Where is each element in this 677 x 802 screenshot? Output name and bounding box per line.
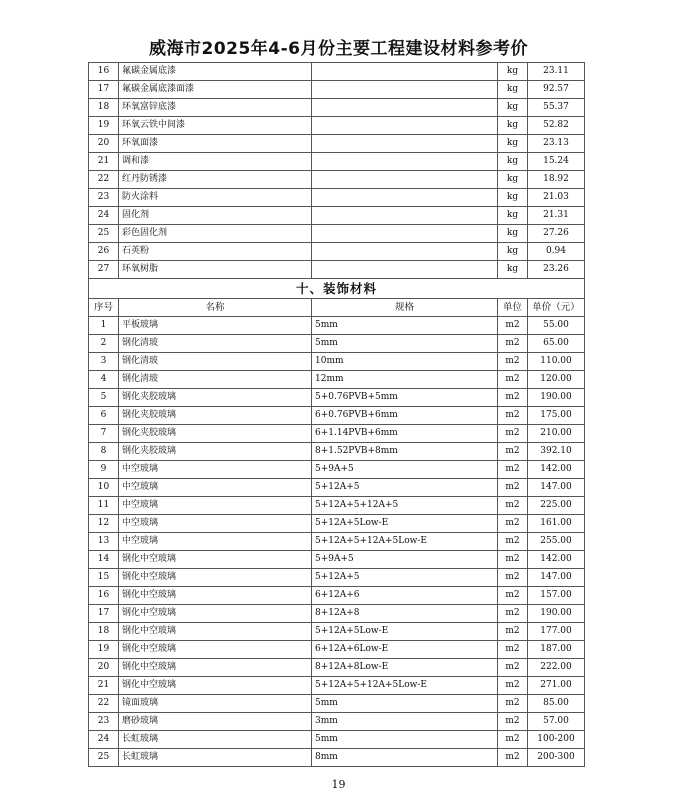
cell-spec xyxy=(312,261,498,279)
cell-spec xyxy=(312,81,498,99)
cell-spec: 8mm xyxy=(312,749,498,767)
cell-name: 磨砂玻璃 xyxy=(119,713,312,731)
cell-price: 55.37 xyxy=(528,99,585,117)
cell-name: 中空玻璃 xyxy=(119,479,312,497)
cell-spec xyxy=(312,189,498,207)
cell-name: 环氧云铁中间漆 xyxy=(119,117,312,135)
cell-no: 21 xyxy=(89,677,119,695)
cell-price: 147.00 xyxy=(528,479,585,497)
cell-unit: m2 xyxy=(498,461,528,479)
cell-spec: 3mm xyxy=(312,713,498,731)
cell-unit: m2 xyxy=(498,677,528,695)
cell-price: 23.26 xyxy=(528,261,585,279)
cell-no: 24 xyxy=(89,207,119,225)
cell-no: 20 xyxy=(89,135,119,153)
cell-name: 钢化中空玻璃 xyxy=(119,551,312,569)
cell-price: 55.00 xyxy=(528,317,585,335)
cell-name: 环氧富锌底漆 xyxy=(119,99,312,117)
table-row xyxy=(89,533,585,551)
cell-no: 22 xyxy=(89,171,119,189)
cell-unit: kg xyxy=(498,261,528,279)
table-row xyxy=(89,63,585,81)
table-row xyxy=(89,243,585,261)
table-row xyxy=(89,443,585,461)
cell-no: 13 xyxy=(89,533,119,551)
cell-name: 石英粉 xyxy=(119,243,312,261)
cell-name: 长虹玻璃 xyxy=(119,731,312,749)
cell-unit: m2 xyxy=(498,371,528,389)
cell-unit: m2 xyxy=(498,749,528,767)
cell-no: 3 xyxy=(89,353,119,371)
cell-name: 彩色固化剂 xyxy=(119,225,312,243)
table-row xyxy=(89,641,585,659)
cell-spec: 6+0.76PVB+6mm xyxy=(312,407,498,425)
table-row xyxy=(89,515,585,533)
cell-unit: kg xyxy=(498,81,528,99)
cell-no: 18 xyxy=(89,99,119,117)
table-row xyxy=(89,335,585,353)
cell-unit: m2 xyxy=(498,353,528,371)
cell-no: 23 xyxy=(89,189,119,207)
table-row xyxy=(89,605,585,623)
cell-unit: kg xyxy=(498,243,528,261)
cell-name: 钢化夹胶玻璃 xyxy=(119,443,312,461)
cell-no: 15 xyxy=(89,569,119,587)
cell-no: 24 xyxy=(89,731,119,749)
cell-price: 15.24 xyxy=(528,153,585,171)
table-row xyxy=(89,731,585,749)
cell-spec: 5+9A+5 xyxy=(312,551,498,569)
cell-name: 防火涂料 xyxy=(119,189,312,207)
cell-price: 52.82 xyxy=(528,117,585,135)
table-row xyxy=(89,569,585,587)
cell-unit: kg xyxy=(498,189,528,207)
cell-price: 392.10 xyxy=(528,443,585,461)
cell-unit: kg xyxy=(498,63,528,81)
cell-spec: 5+12A+5Low-E xyxy=(312,515,498,533)
cell-name: 钢化中空玻璃 xyxy=(119,587,312,605)
cell-price: 120.00 xyxy=(528,371,585,389)
cell-unit: m2 xyxy=(498,389,528,407)
cell-spec xyxy=(312,225,498,243)
cell-unit: m2 xyxy=(498,479,528,497)
cell-price: 27.26 xyxy=(528,225,585,243)
cell-spec xyxy=(312,171,498,189)
cell-unit: m2 xyxy=(498,695,528,713)
cell-name: 中空玻璃 xyxy=(119,533,312,551)
cell-price: 57.00 xyxy=(528,713,585,731)
cell-price: 110.00 xyxy=(528,353,585,371)
cell-spec xyxy=(312,153,498,171)
cell-unit: m2 xyxy=(498,623,528,641)
cell-no: 12 xyxy=(89,515,119,533)
cell-price: 142.00 xyxy=(528,551,585,569)
cell-spec: 6+12A+6 xyxy=(312,587,498,605)
table-row xyxy=(89,695,585,713)
cell-name: 钢化清玻 xyxy=(119,335,312,353)
cell-spec: 5mm xyxy=(312,695,498,713)
table-row xyxy=(89,659,585,677)
cell-name: 钢化中空玻璃 xyxy=(119,569,312,587)
table-row xyxy=(89,497,585,515)
cell-unit: m2 xyxy=(498,533,528,551)
cell-no: 14 xyxy=(89,551,119,569)
cell-spec: 5+12A+5+12A+5 xyxy=(312,497,498,515)
header-price: 单价（元） xyxy=(528,299,585,317)
cell-no: 4 xyxy=(89,371,119,389)
cell-no: 23 xyxy=(89,713,119,731)
cell-no: 10 xyxy=(89,479,119,497)
cell-price: 255.00 xyxy=(528,533,585,551)
cell-no: 1 xyxy=(89,317,119,335)
cell-unit: m2 xyxy=(498,335,528,353)
table-row xyxy=(89,353,585,371)
cell-no: 20 xyxy=(89,659,119,677)
cell-unit: m2 xyxy=(498,713,528,731)
cell-spec: 12mm xyxy=(312,371,498,389)
cell-unit: kg xyxy=(498,153,528,171)
cell-name: 平板玻璃 xyxy=(119,317,312,335)
cell-name: 钢化中空玻璃 xyxy=(119,623,312,641)
table-row xyxy=(89,117,585,135)
section-title: 十、装饰材料 xyxy=(89,279,585,299)
cell-price: 210.00 xyxy=(528,425,585,443)
cell-unit: m2 xyxy=(498,587,528,605)
section-title-row xyxy=(89,279,585,299)
cell-spec: 5+12A+5 xyxy=(312,569,498,587)
table-row xyxy=(89,389,585,407)
cell-unit: m2 xyxy=(498,731,528,749)
cell-price: 175.00 xyxy=(528,407,585,425)
cell-price: 18.92 xyxy=(528,171,585,189)
cell-name: 中空玻璃 xyxy=(119,497,312,515)
cell-name: 中空玻璃 xyxy=(119,461,312,479)
cell-spec: 5+12A+5Low-E xyxy=(312,623,498,641)
decoration-rows xyxy=(89,317,585,767)
cell-no: 8 xyxy=(89,443,119,461)
cell-name: 环氧树脂 xyxy=(119,261,312,279)
cell-spec: 10mm xyxy=(312,353,498,371)
cell-no: 22 xyxy=(89,695,119,713)
cell-name: 钢化夹胶玻璃 xyxy=(119,407,312,425)
cell-no: 25 xyxy=(89,225,119,243)
cell-price: 225.00 xyxy=(528,497,585,515)
cell-spec: 5+12A+5 xyxy=(312,479,498,497)
cell-spec: 8+12A+8 xyxy=(312,605,498,623)
cell-price: 0.94 xyxy=(528,243,585,261)
cell-no: 21 xyxy=(89,153,119,171)
cell-spec: 5+9A+5 xyxy=(312,461,498,479)
table-row xyxy=(89,225,585,243)
cell-price: 23.11 xyxy=(528,63,585,81)
table-row xyxy=(89,207,585,225)
cell-unit: m2 xyxy=(498,407,528,425)
cell-price: 177.00 xyxy=(528,623,585,641)
cell-spec xyxy=(312,117,498,135)
table-row xyxy=(89,677,585,695)
table-row xyxy=(89,407,585,425)
cell-name: 红丹防锈漆 xyxy=(119,171,312,189)
price-table xyxy=(88,62,585,767)
cell-no: 19 xyxy=(89,641,119,659)
cell-price: 85.00 xyxy=(528,695,585,713)
cell-unit: m2 xyxy=(498,515,528,533)
header-no: 序号 xyxy=(89,299,119,317)
cell-name: 环氧面漆 xyxy=(119,135,312,153)
cell-name: 长虹玻璃 xyxy=(119,749,312,767)
cell-no: 17 xyxy=(89,605,119,623)
table-row xyxy=(89,261,585,279)
cell-price: 100-200 xyxy=(528,731,585,749)
cell-spec xyxy=(312,207,498,225)
cell-price: 142.00 xyxy=(528,461,585,479)
cell-spec: 5mm xyxy=(312,335,498,353)
cell-unit: kg xyxy=(498,135,528,153)
cell-unit: kg xyxy=(498,99,528,117)
table-row xyxy=(89,623,585,641)
cell-unit: m2 xyxy=(498,569,528,587)
cell-price: 161.00 xyxy=(528,515,585,533)
cell-unit: m2 xyxy=(498,497,528,515)
table-row xyxy=(89,461,585,479)
cell-price: 222.00 xyxy=(528,659,585,677)
cell-name: 调和漆 xyxy=(119,153,312,171)
cell-price: 190.00 xyxy=(528,389,585,407)
cell-price: 187.00 xyxy=(528,641,585,659)
cell-no: 18 xyxy=(89,623,119,641)
cell-spec xyxy=(312,135,498,153)
table-row xyxy=(89,749,585,767)
cell-no: 7 xyxy=(89,425,119,443)
header-name: 名称 xyxy=(119,299,312,317)
cell-no: 17 xyxy=(89,81,119,99)
cell-unit: m2 xyxy=(498,551,528,569)
cell-spec xyxy=(312,99,498,117)
table-row xyxy=(89,551,585,569)
table-row xyxy=(89,135,585,153)
table-row xyxy=(89,317,585,335)
cell-no: 5 xyxy=(89,389,119,407)
cell-spec: 5+0.76PVB+5mm xyxy=(312,389,498,407)
cell-price: 23.13 xyxy=(528,135,585,153)
table-row xyxy=(89,189,585,207)
cell-spec: 5mm xyxy=(312,731,498,749)
cell-price: 21.31 xyxy=(528,207,585,225)
cell-name: 钢化夹胶玻璃 xyxy=(119,389,312,407)
cell-name: 钢化中空玻璃 xyxy=(119,659,312,677)
cell-unit: m2 xyxy=(498,605,528,623)
cell-name: 镜面玻璃 xyxy=(119,695,312,713)
cell-price: 92.57 xyxy=(528,81,585,99)
cell-spec: 5+12A+5+12A+5Low-E xyxy=(312,677,498,695)
table-row xyxy=(89,171,585,189)
cell-name: 钢化中空玻璃 xyxy=(119,605,312,623)
cell-name: 钢化中空玻璃 xyxy=(119,641,312,659)
cell-price: 190.00 xyxy=(528,605,585,623)
cell-name: 固化剂 xyxy=(119,207,312,225)
cell-spec xyxy=(312,63,498,81)
cell-no: 2 xyxy=(89,335,119,353)
cell-unit: kg xyxy=(498,171,528,189)
cell-no: 27 xyxy=(89,261,119,279)
cell-name: 钢化中空玻璃 xyxy=(119,677,312,695)
cell-no: 11 xyxy=(89,497,119,515)
cell-spec xyxy=(312,243,498,261)
cell-unit: m2 xyxy=(498,425,528,443)
cell-no: 16 xyxy=(89,587,119,605)
cell-name: 氟碳金属底漆面漆 xyxy=(119,81,312,99)
table-row xyxy=(89,371,585,389)
cell-price: 147.00 xyxy=(528,569,585,587)
cell-no: 9 xyxy=(89,461,119,479)
cell-price: 200-300 xyxy=(528,749,585,767)
cell-spec: 8+1.52PVB+8mm xyxy=(312,443,498,461)
cell-price: 21.03 xyxy=(528,189,585,207)
table-row xyxy=(89,81,585,99)
cell-unit: m2 xyxy=(498,659,528,677)
cell-spec: 5mm xyxy=(312,317,498,335)
top-rows xyxy=(89,63,585,279)
cell-name: 中空玻璃 xyxy=(119,515,312,533)
cell-unit: kg xyxy=(498,225,528,243)
table-row xyxy=(89,587,585,605)
cell-spec: 5+12A+5+12A+5Low-E xyxy=(312,533,498,551)
header-unit: 单位 xyxy=(498,299,528,317)
cell-name: 氟碳金属底漆 xyxy=(119,63,312,81)
cell-name: 钢化清玻 xyxy=(119,353,312,371)
cell-no: 6 xyxy=(89,407,119,425)
cell-spec: 6+12A+6Low-E xyxy=(312,641,498,659)
cell-unit: m2 xyxy=(498,317,528,335)
cell-name: 钢化清玻 xyxy=(119,371,312,389)
cell-no: 25 xyxy=(89,749,119,767)
cell-name: 钢化夹胶玻璃 xyxy=(119,425,312,443)
table-row xyxy=(89,153,585,171)
cell-unit: kg xyxy=(498,207,528,225)
table-row xyxy=(89,479,585,497)
header-spec: 规格 xyxy=(312,299,498,317)
cell-unit: m2 xyxy=(498,641,528,659)
table-row xyxy=(89,99,585,117)
section-head xyxy=(89,279,585,317)
cell-price: 65.00 xyxy=(528,335,585,353)
cell-unit: m2 xyxy=(498,443,528,461)
page-title: 威海市2025年4-6月份主要工程建设材料参考价 xyxy=(148,39,529,59)
cell-spec: 8+12A+8Low-E xyxy=(312,659,498,677)
cell-no: 16 xyxy=(89,63,119,81)
cell-no: 19 xyxy=(89,117,119,135)
cell-unit: kg xyxy=(498,117,528,135)
table-row xyxy=(89,425,585,443)
cell-no: 26 xyxy=(89,243,119,261)
table-row xyxy=(89,713,585,731)
cell-price: 271.00 xyxy=(528,677,585,695)
page-number: 19 xyxy=(331,778,346,791)
table-header-row xyxy=(89,299,585,317)
cell-spec: 6+1.14PVB+6mm xyxy=(312,425,498,443)
cell-price: 157.00 xyxy=(528,587,585,605)
